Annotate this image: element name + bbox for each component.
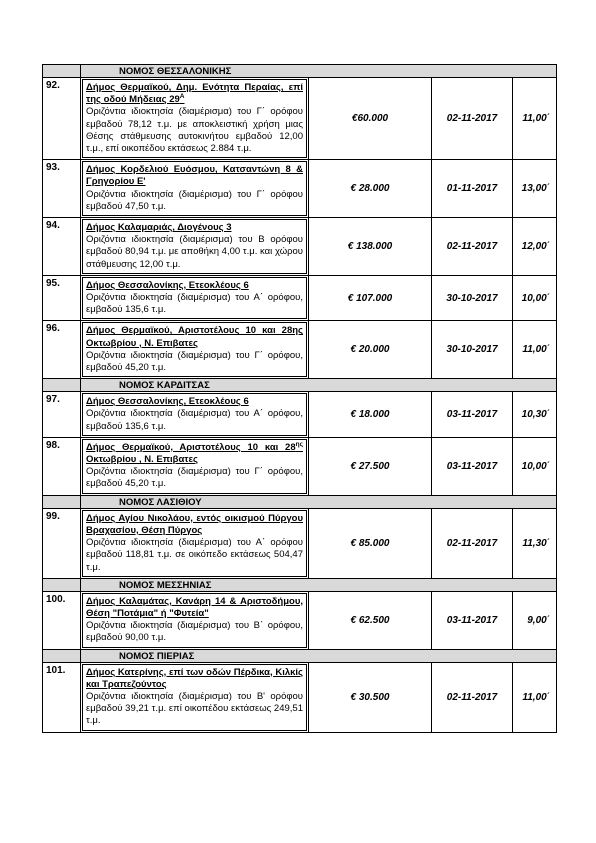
item-number: 98. — [46, 439, 60, 451]
region-header-cell — [81, 649, 557, 662]
auction-time-cell — [513, 392, 557, 438]
auction-time-cell — [513, 508, 557, 578]
auction-time-cell — [513, 218, 557, 276]
auction-time-cell — [513, 275, 557, 321]
property-description — [82, 439, 307, 494]
property-location: Δήμος Θεσσαλονίκης, Ετεοκλέους 6 — [86, 396, 249, 408]
region-header-row — [43, 65, 557, 78]
property-description-cell — [81, 508, 309, 578]
property-row — [43, 591, 557, 649]
region-header-cell — [81, 578, 557, 591]
auction-time-cell — [513, 437, 557, 495]
auction-date: 03-11-2017 — [446, 409, 498, 421]
region-header-spacer — [43, 578, 81, 591]
property-location: Δήμος Θερμαϊκού, Δημ. Ενότητα Περαίας, επί της οδού Μήδειας $29^A$ — [86, 82, 303, 106]
starting-price: €60.000 — [351, 113, 389, 125]
auction-time: 9,00΄ — [527, 614, 551, 626]
starting-price: € 138.000 — [347, 240, 393, 252]
region-title: ΝΟΜΟΣ ΚΑΡΔΙΤΣΑΣ — [119, 380, 210, 392]
property-location: Δήμος Κορδελιού Ευόσμου, Κατσαντώνη 8 & Γρηγορίου Ε' — [86, 164, 303, 188]
property-row — [43, 392, 557, 438]
property-details: Οριζόντια ιδιοκτησία (διαμέρισμα) του Β΄ ορόφου, εμβαδού 90,00 τ.μ. — [86, 620, 303, 644]
auction-time: 11,00΄ — [522, 113, 551, 125]
item-number-cell — [43, 160, 81, 218]
property-description — [82, 593, 307, 648]
property-description-cell — [81, 78, 309, 160]
property-description-cell — [81, 218, 309, 276]
item-number-cell — [43, 437, 81, 495]
region-title: ΝΟΜΟΣ ΜΕΣΣΗΝΙΑΣ — [119, 579, 212, 591]
property-row — [43, 160, 557, 218]
property-description — [82, 277, 307, 320]
auction-date-cell — [432, 508, 513, 578]
property-description — [82, 393, 307, 436]
superscript: ης — [295, 440, 303, 448]
property-description — [82, 161, 307, 216]
item-number: 100. — [46, 593, 66, 605]
auction-date-cell — [432, 160, 513, 218]
property-details: Οριζόντια ιδιοκτησία (διαμέρισμα) του Γ΄ ορόφου, εμβαδού 45,20 τ.μ. — [86, 349, 303, 374]
region-header-cell — [81, 495, 557, 508]
auction-time: 10,00΄ — [521, 292, 551, 304]
region-header-row — [43, 379, 557, 392]
property-description-cell — [81, 392, 309, 438]
auction-date: 02-11-2017 — [446, 691, 498, 703]
auction-time: 11,00΄ — [522, 344, 551, 356]
region-header-cell — [81, 65, 557, 78]
item-number-cell — [43, 218, 81, 276]
region-header-spacer — [43, 65, 81, 78]
property-location: Δήμος Αγίου Νικολάου, εντός οικισμού Πύργου Βραχασίου, Θέση Πύργος — [86, 512, 303, 536]
property-description — [82, 664, 307, 731]
property-details: Οριζόντια ιδιοκτησία (διαμέρισμα) του Β ορόφου εμβαδού 80,94 τ.μ. με αποθήκη 4,00 τ.μ. και χώρου στάθμευσης 12,00 τ.μ. — [86, 234, 303, 270]
property-row — [43, 508, 557, 578]
starting-price-cell — [309, 437, 432, 495]
property-description-cell — [81, 160, 309, 218]
property-location: Δήμος Κατερίνης, επί των οδών Πέρδικα, Κιλκίς και Τραπεζούντος — [86, 666, 303, 690]
starting-price: € 20.000 — [350, 344, 390, 356]
auction-date-cell — [432, 437, 513, 495]
property-description-cell — [81, 321, 309, 379]
property-location: Δήμος Θεσσαλονίκης, Ετεοκλέους 6 — [86, 279, 249, 291]
auction-date: 30-10-2017 — [446, 344, 498, 356]
auction-time: 12,00΄ — [521, 240, 551, 252]
property-description — [82, 219, 307, 274]
auction-time-cell — [513, 662, 557, 732]
region-header-spacer — [43, 379, 81, 392]
auction-date-cell — [432, 218, 513, 276]
starting-price: € 18.000 — [350, 409, 390, 421]
property-location: Δήμος Θερμαϊκού, Αριστοτέλους 10 και 28ης Οκτωβρίου , Ν. Επιβατες — [86, 325, 303, 349]
item-number: 96. — [46, 323, 60, 335]
auction-time: 11,00΄ — [522, 691, 551, 703]
property-description-cell — [81, 437, 309, 495]
property-description — [82, 322, 307, 377]
property-row — [43, 218, 557, 276]
property-description — [82, 79, 307, 158]
property-row — [43, 437, 557, 495]
auction-date-cell — [432, 662, 513, 732]
region-header-cell — [81, 379, 557, 392]
auction-date: 02-11-2017 — [446, 240, 498, 252]
region-title: ΝΟΜΟΣ ΘΕΣΣΑΛΟΝΙΚΗΣ — [119, 66, 232, 77]
starting-price-cell — [309, 321, 432, 379]
item-number-cell — [43, 321, 81, 379]
auction-date: 03-11-2017 — [446, 614, 498, 626]
auction-date: 02-11-2017 — [446, 537, 498, 549]
superscript: Α — [179, 93, 185, 101]
item-number-cell — [43, 662, 81, 732]
auction-date-cell — [432, 275, 513, 321]
property-description-cell — [81, 591, 309, 649]
auction-date-cell — [432, 591, 513, 649]
auction-date: 02-11-2017 — [446, 113, 498, 125]
auction-date: 30-10-2017 — [446, 292, 498, 304]
item-number-cell — [43, 392, 81, 438]
starting-price: € 28.000 — [350, 183, 390, 195]
auction-time: 10,30΄ — [521, 409, 551, 421]
property-details: Οριζόντια ιδιοκτησία (διαμέρισμα) του Γ΄ ορόφου εμβαδού 47,50 τ.μ. — [86, 188, 303, 212]
starting-price-cell — [309, 218, 432, 276]
property-details: Οριζόντια ιδιοκτησία (διαμέρισμα) του Γ΄ ορόφου εμβαδού 78,12 τ.μ. με αποκλειστική χρήση μιας Θέσης στάθμευσης αυτοκινήτου εμβαδού 12,00 τ.μ., επί οικοπέδου εκτάσεως 2.884 τ.μ. — [86, 106, 303, 155]
auction-time-cell — [513, 78, 557, 160]
property-description-cell — [81, 275, 309, 321]
starting-price-cell — [309, 392, 432, 438]
auction-date-cell — [432, 392, 513, 438]
auction-date: 03-11-2017 — [446, 460, 498, 472]
starting-price-cell — [309, 591, 432, 649]
property-location: Δήμος Καλαμαριάς, Διογένους 3 — [86, 222, 232, 234]
property-location: Δήμος Θερμαϊκού, Αριστοτέλους 10 και $28^{\eta\varsigma}$ Οκτωβρίου , Ν. Επιβατες — [86, 440, 303, 466]
property-description-cell — [81, 662, 309, 732]
region-header-row — [43, 578, 557, 591]
item-number: 94. — [46, 220, 60, 232]
auction-date-cell — [432, 321, 513, 379]
item-number: 97. — [46, 394, 60, 406]
item-number: 93. — [46, 162, 60, 174]
starting-price: € 107.000 — [347, 292, 393, 304]
region-header-spacer — [43, 649, 81, 662]
region-header-row — [43, 649, 557, 662]
item-number: 101. — [46, 664, 66, 676]
region-header-spacer — [43, 495, 81, 508]
property-row — [43, 321, 557, 379]
region-header-row — [43, 495, 557, 508]
starting-price-cell — [309, 275, 432, 321]
property-location: Δήμος Καλαμάτας, Κανάρη 14 & Αριστοδήμου, Θέση "Ποτάμια" ή "Φυτεία" — [86, 595, 303, 619]
property-details: Οριζόντια ιδιοκτησία (διαμέρισμα) του Γ΄ ορόφου, εμβαδού 45,20 τ.μ. — [86, 466, 303, 490]
item-number-cell — [43, 275, 81, 321]
property-details: Οριζόντια ιδιοκτησία (διαμέρισμα) του Α΄ ορόφου, εμβαδού 135,6 τ.μ. — [86, 292, 303, 316]
property-description — [82, 510, 307, 577]
auction-date: 01-11-2017 — [446, 183, 498, 195]
item-number-cell — [43, 78, 81, 160]
property-details: Οριζόντια ιδιοκτησία (διαμέρισμα) του Α΄ ορόφου, εμβαδού 135,6 τ.μ. — [86, 408, 303, 432]
region-title: ΝΟΜΟΣ ΠΙΕΡΙΑΣ — [119, 650, 195, 662]
property-row — [43, 78, 557, 160]
starting-price: € 30.500 — [350, 691, 390, 703]
starting-price-cell — [309, 508, 432, 578]
listing-body — [43, 65, 557, 733]
starting-price: € 27.500 — [350, 460, 390, 472]
item-number-cell — [43, 591, 81, 649]
auction-time-cell — [513, 160, 557, 218]
item-number-cell — [43, 508, 81, 578]
starting-price-cell — [309, 160, 432, 218]
starting-price: € 85.000 — [350, 537, 390, 549]
property-row — [43, 275, 557, 321]
auction-date-cell — [432, 78, 513, 160]
auction-time-cell — [513, 591, 557, 649]
starting-price: € 62.500 — [350, 614, 390, 626]
starting-price-cell — [309, 662, 432, 732]
auction-time-cell — [513, 321, 557, 379]
item-number: 95. — [46, 277, 60, 289]
property-listing-table — [42, 64, 557, 733]
auction-time: 11,30΄ — [522, 537, 551, 549]
auction-time: 13,00΄ — [521, 183, 551, 195]
item-number: 99. — [46, 510, 60, 522]
item-number: 92. — [46, 80, 60, 91]
property-details: Οριζόντια ιδιοκτησία (διαμέρισμα) του Β' ορόφου εμβαδού 39,21 τ.μ. επί οικοπέδου εκτάσεως 249,51 τ.μ. — [86, 690, 303, 727]
property-details: Οριζόντια ιδιοκτησία (διαμέρισμα) του Α΄ ορόφου εμβαδού 118,81 τ.μ. σε οικόπεδο εκτάσεως 504,47 τ.μ. — [86, 537, 303, 573]
starting-price-cell — [309, 78, 432, 160]
auction-time: 10,00΄ — [521, 460, 551, 472]
region-title: ΝΟΜΟΣ ΛΑΣΙΘΙΟΥ — [119, 496, 202, 508]
property-row — [43, 662, 557, 732]
